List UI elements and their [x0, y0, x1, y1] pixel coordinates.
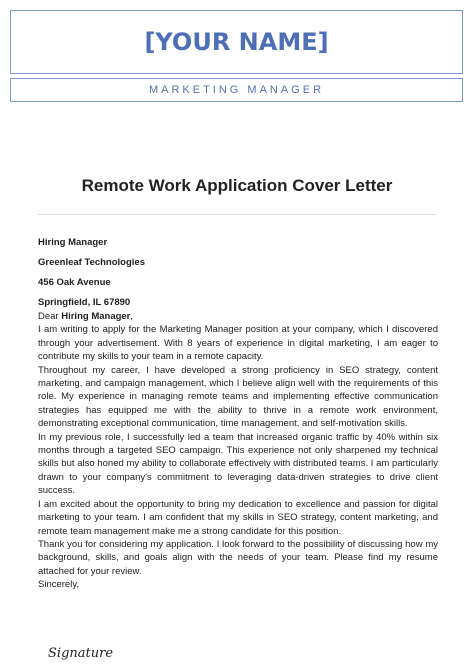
title-divider [38, 214, 436, 215]
salutation-name: Hiring Manager [61, 311, 131, 322]
recipient-city: Springfield, IL 67890 [38, 297, 131, 308]
recipient-company: Greenleaf Technologies [38, 257, 145, 268]
signature: Signature [48, 646, 114, 661]
paragraph-achievement: In my previous role, I successfully led a team that increased organic traffic by 40% within six months through a targeted SEO campaign. This experience not only sharpened my technical skills but also honed my ability to collaborate effectively with distributed teams. I am particularly drawn to your company's commitment to leveraging data-driven strategies to drive client success. [38, 431, 438, 497]
name-header-box [10, 10, 463, 74]
paragraph-enthusiasm: I am excited about the opportunity to bring my dedication to excellence and passion for digital marketing to your team. I am confident that my skills in SEO strategy, content marketing, and remote team management make me a strong candidate for this position. [38, 498, 438, 537]
letter-body [38, 310, 438, 592]
salutation [38, 310, 438, 323]
paragraph-intro: I am writing to apply for the Marketing Manager position at your company, which I discovered through your advertisement. With 8 years of experience in digital marketing, I am eager to contribute my skills to your team in a remote capacity. [38, 324, 438, 363]
recipient-name: Hiring Manager [38, 237, 108, 248]
recipient-street: 456 Oak Avenue [38, 277, 111, 288]
paragraph-experience: Throughout my career, I have developed a strong proficiency in SEO strategy, content marketing, and campaign management, which I believe align well with the requirements of this role. My experience in managing remote teams and implementing effective communication strategies has equipped me with the ability to thrive in a remote work environment, demonstrating exceptional communication, time management, and self-motivation skills. [38, 364, 438, 430]
closing: Sincerely, [38, 579, 80, 591]
applicant-role: MARKETING MANAGER [148, 84, 325, 96]
role-header-box [10, 78, 463, 102]
applicant-name: [YOUR NAME] [144, 28, 329, 56]
salutation-suffix: , [130, 311, 134, 322]
letter-title: Remote Work Application Cover Letter [81, 176, 393, 195]
salutation-prefix: Dear [38, 311, 62, 322]
paragraph-thanks: Thank you for considering my application. I look forward to the possibility of discussing how my background, skills, and goals align with the needs of your team. Please find my resume attached for your review. [38, 538, 438, 577]
